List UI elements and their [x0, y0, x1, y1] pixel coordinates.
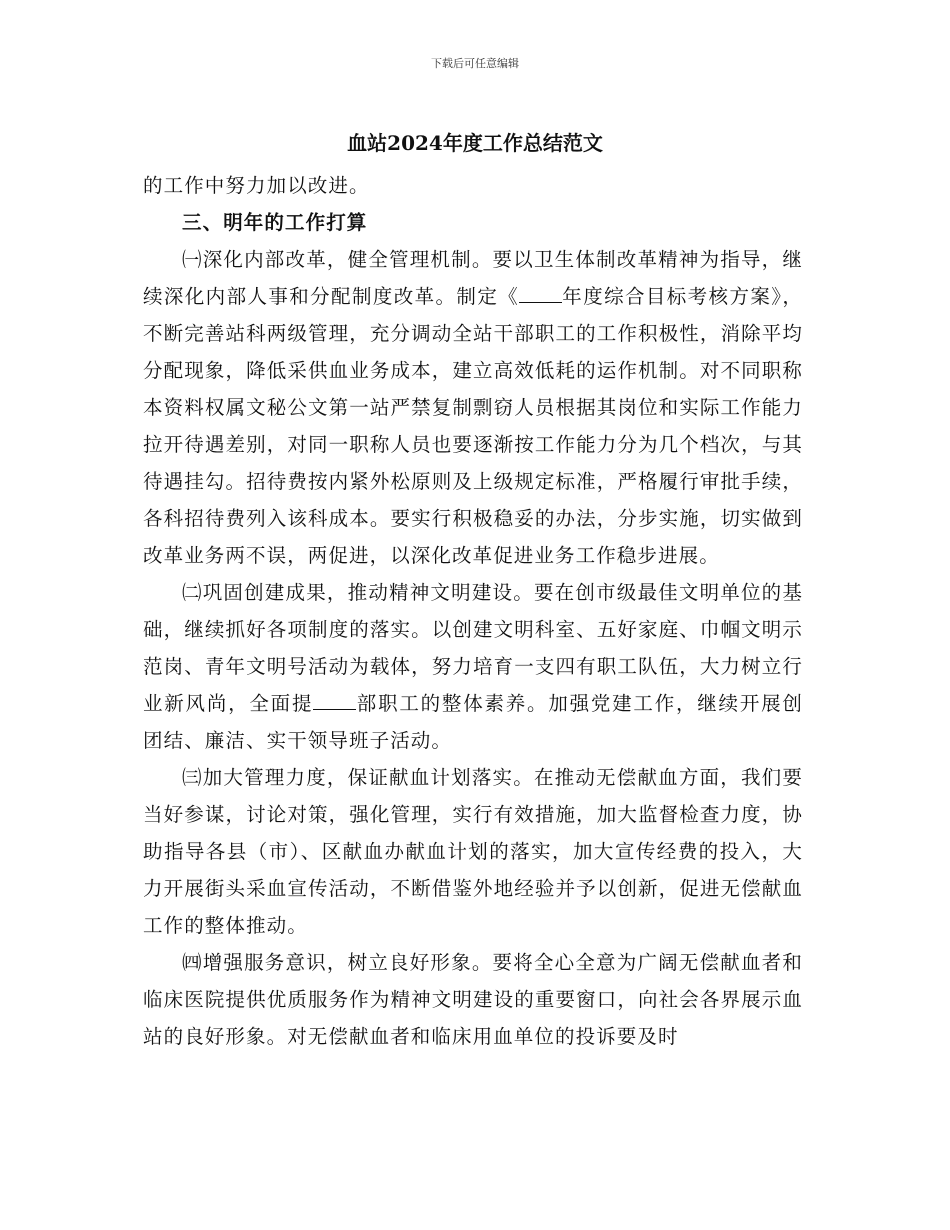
fill-in-blank	[313, 690, 356, 711]
paragraph-4: ㈣增强服务意识，树立良好形象。要将全心全意为广阔无偿献血者和临床医院提供优质服务作为精神文明建设的重要窗口，向社会各界展示血站的良好形象。对无偿献血者和临床用血单位的投诉要及时	[143, 951, 803, 1048]
document-title: 血站2024年度工作总结范文	[347, 131, 603, 155]
paragraph-3: ㈢加大管理力度，保证献血计划落实。在推动无偿献血方面，我们要当好参谋，讨论对策，强化管理，实行有效措施，加大监督检查力度，协助指导各县（市）、区献血办献血计划的落实，加大宣传经费的投入，大力开展街头采血宣传活动，不断借鉴外地经验并予以创新，促进无偿献血工作的整体推动。	[143, 766, 803, 937]
section-heading: 三、明年的工作打算	[182, 211, 368, 234]
paragraph-1-part-a: ㈠深化内部改革，健全管理机制。要以卫生体制改革精神为指导，继续深化内部人事和分配制度改革。制定《	[143, 248, 803, 308]
paragraph-1-part-b: 年度综合目标考核方案》，不断完善站科两级管理，充分调动全站干部职工的工作积极性，消除平均分配现象，降低采供血业务成本，建立高效低耗的运作机制。对不同职称本资料权属文秘公文第一站严禁复制剽窃人员根据其岗位和实际工作能力拉开待遇差别，对同一职称人员也要逐渐按工作能力分为几个档次，与其待遇挂勾。招待费按内紧外松原则及上级规定标准，严格履行审批手续，各科招待费列入该科成本。要实行积极稳妥的办法，分步实施，切实做到改革业务两不误，两促进，以深化改革促进业务工作稳步进展。	[143, 285, 803, 567]
paragraph-2-part-b: 部职工的整体素养。加强党建工作，继续开展创团结、廉洁、实干领导班子活动。	[143, 692, 803, 752]
fill-in-blank	[519, 283, 562, 304]
paragraph-1	[143, 241, 803, 574]
paragraph-2	[143, 574, 803, 759]
page-header-note: 下载后可任意编辑	[431, 57, 519, 70]
document-body	[143, 167, 803, 1055]
paragraph-2-part-a: ㈡巩固创建成果，推动精神文明建设。要在创市级最佳文明单位的基础，继续抓好各项制度的落实。以创建文明科室、五好家庭、巾帼文明示范岗、青年文明号活动为载体，努力培育一支四有职工队伍，大力树立行业新风尚，全面提	[143, 581, 803, 715]
continuation-paragraph: 的工作中努力加以改进。	[143, 174, 370, 197]
